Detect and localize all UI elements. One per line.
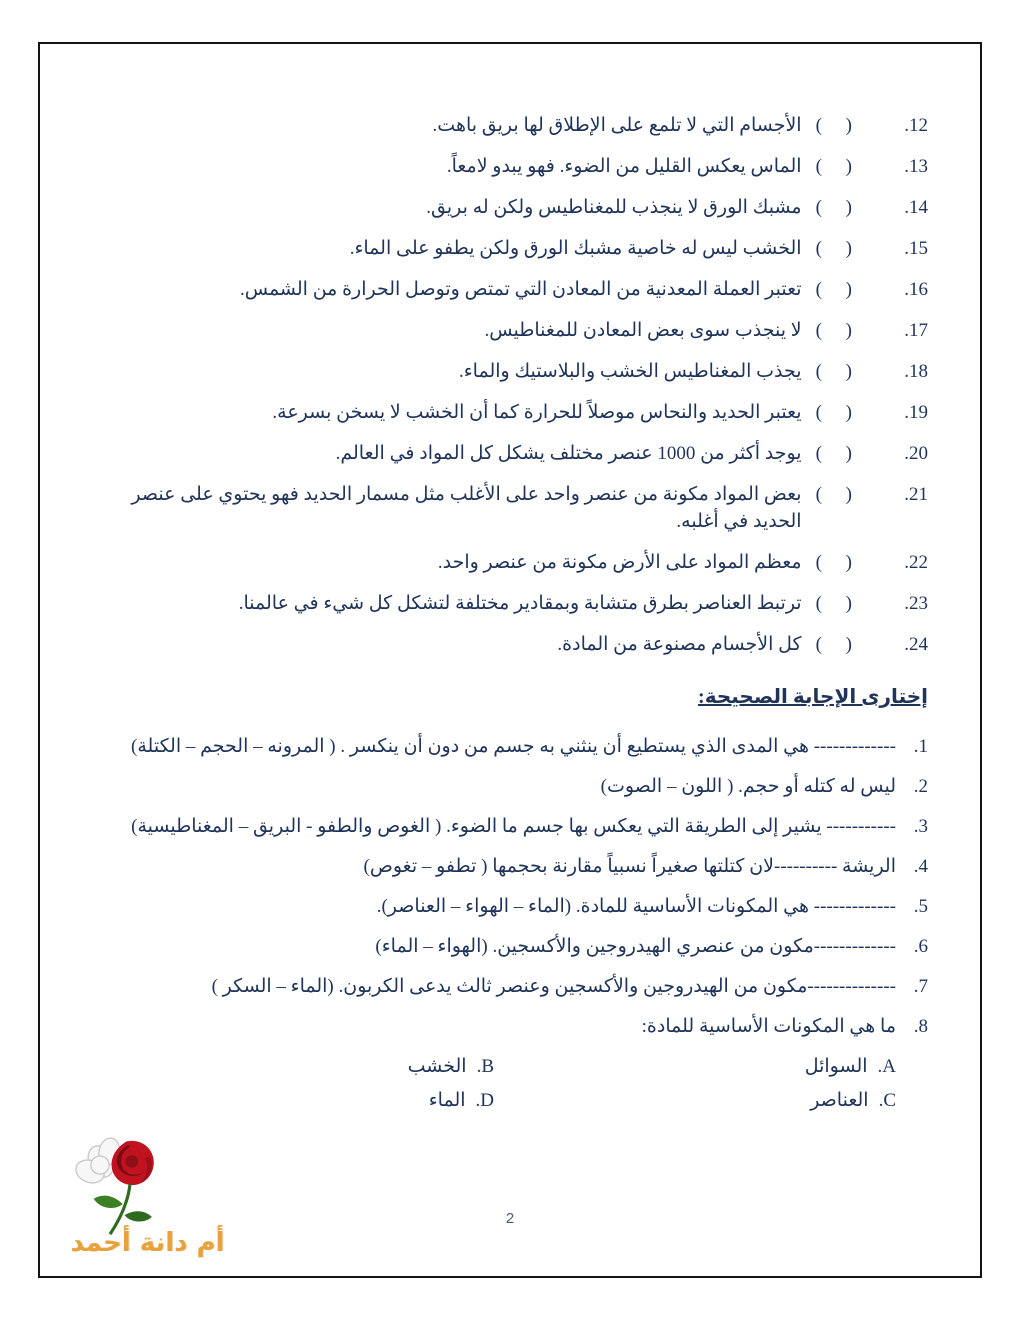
choose-item (92, 773, 928, 800)
answer-blank-bracket: ( ) (815, 156, 852, 177)
choose-item (92, 1013, 928, 1040)
true-false-item (92, 358, 928, 385)
answer-blank-bracket: ( ) (815, 443, 852, 464)
true-false-item (92, 590, 928, 617)
mc-option (494, 1087, 896, 1114)
true-false-item (92, 153, 928, 180)
item-text: ترتبط العناصر بطرق متشابة وبمقادير مختلفة لتشكل كل شيء في عالمنا. (238, 593, 802, 614)
true-false-item (92, 276, 928, 303)
item-number: 7. (913, 976, 928, 997)
section-heading: إختارى الإجابة الصحيحة: (698, 686, 928, 708)
item-number: 5. (913, 896, 928, 917)
answer-blank-bracket: ( ) (815, 361, 852, 382)
content-area (92, 112, 928, 1114)
true-false-item (92, 481, 928, 535)
answer-blank-bracket: ( ) (815, 238, 852, 259)
item-number: 15. (904, 238, 928, 259)
true-false-item (92, 631, 928, 658)
answer-blank-bracket: ( ) (815, 320, 852, 341)
choose-item (92, 893, 928, 920)
answer-blank-bracket: ( ) (815, 593, 852, 614)
choose-answer-list (92, 733, 928, 1040)
item-number: 20. (904, 443, 928, 464)
answer-blank-bracket: ( ) (815, 484, 852, 505)
true-false-item (92, 549, 928, 576)
item-text: ----------- يشير إلى الطريقة التي يعكس بها جسم ما الضوء. ( الغوص والطفو - البريق – المغناطيسية) (131, 816, 896, 837)
page-number: 2 (505, 1210, 515, 1227)
true-false-item (92, 112, 928, 139)
item-number: 2. (913, 776, 928, 797)
option-text: العناصر (810, 1090, 869, 1111)
item-number: 24. (904, 634, 928, 655)
item-text: الريشة ----------لان كتلتها صغيراً نسبياً مقارنة بحجمها ( تطفو – تغوص) (363, 856, 896, 877)
true-false-item (92, 317, 928, 344)
option-letter: B. (476, 1056, 494, 1077)
item-number: 4. (913, 856, 928, 877)
option-text: الماء (428, 1090, 466, 1111)
item-text: ما هي المكونات الأساسية للمادة: (641, 1016, 896, 1037)
choose-item (92, 973, 928, 1000)
item-text: لا ينجذب سوى بعض المعادن للمغناطيس. (484, 320, 802, 341)
item-number: 14. (904, 197, 928, 218)
answer-blank-bracket: ( ) (815, 197, 852, 218)
item-number: 13. (904, 156, 928, 177)
item-text: ------------- هي المكونات الأساسية للمادة. (الماء – الهواء – العناصر). (376, 896, 896, 917)
answer-blank-bracket: ( ) (815, 115, 852, 136)
item-text: بعض المواد مكونة من عنصر واحد على الأغلب مثل مسمار الحديد فهو يحتوي على عنصر الحديد في أغلبه. (131, 484, 802, 532)
item-text: ليس له كتله أو حجم. ( اللون – الصوت) (600, 776, 896, 797)
option-text: الخشب (407, 1056, 467, 1077)
true-false-list (92, 112, 928, 658)
answer-blank-bracket: ( ) (815, 402, 852, 423)
answer-blank-bracket: ( ) (815, 552, 852, 573)
item-text: كل الأجسام مصنوعة من المادة. (557, 634, 802, 655)
mc-option (494, 1053, 896, 1080)
true-false-item (92, 235, 928, 262)
item-number: 1. (913, 736, 928, 757)
item-number: 8. (913, 1016, 928, 1037)
logo-text: أم دانة أحمد (70, 1228, 225, 1258)
item-text: تعتبر العملة المعدنية من المعادن التي تمتص وتوصل الحرارة من الشمس. (239, 279, 802, 300)
choose-item (92, 733, 928, 760)
item-text: مشبك الورق لا ينجذب للمغناطيس ولكن له بريق. (426, 197, 802, 218)
option-letter: A. (877, 1056, 896, 1077)
option-letter: D. (475, 1090, 494, 1111)
item-text: الأجسام التي لا تلمع على الإطلاق لها بريق باهت. (432, 115, 802, 136)
item-text: يعتبر الحديد والنحاس موصلاً للحرارة كما أن الخشب لا يسخن بسرعة. (272, 402, 802, 423)
answer-blank-bracket: ( ) (815, 279, 852, 300)
option-text: السوائل (804, 1056, 868, 1077)
item-number: 18. (904, 361, 928, 382)
item-number: 3. (913, 816, 928, 837)
item-number: 19. (904, 402, 928, 423)
choose-item (92, 813, 928, 840)
item-text: --------------مكون من الهيدروجين والأكسجين وعنصر ثالث يدعى الكربون. (الماء – السكر ) (211, 976, 896, 997)
choose-item (92, 933, 928, 960)
mc-option (92, 1087, 494, 1114)
option-letter: C. (878, 1090, 896, 1111)
true-false-item (92, 399, 928, 426)
item-number: 16. (904, 279, 928, 300)
item-number: 23. (904, 593, 928, 614)
item-number: 6. (913, 936, 928, 957)
item-number: 21. (904, 484, 928, 505)
item-number: 12. (904, 115, 928, 136)
item-number: 17. (904, 320, 928, 341)
true-false-item (92, 194, 928, 221)
item-text: ------------- هي المدى الذي يستطيع أن ينثني به جسم من دون أن ينكسر . ( المرونه – الحجم – الكتلة) (131, 736, 896, 757)
item-text: يوجد أكثر من 1000 عنصر مختلف يشكل كل المواد في العالم. (335, 443, 802, 464)
item-text: -------------مكون من عنصري الهيدروجين والأكسجين. (الهواء – الماء) (375, 936, 896, 957)
mc-options (92, 1053, 896, 1114)
item-text: الماس يعكس القليل من الضوء. فهو يبدو لامعاً. (446, 156, 802, 177)
true-false-item (92, 440, 928, 467)
choose-item (92, 853, 928, 880)
item-number: 22. (904, 552, 928, 573)
answer-blank-bracket: ( ) (815, 634, 852, 655)
item-text: الخشب ليس له خاصية مشبك الورق ولكن يطفو على الماء. (349, 238, 802, 259)
item-text: يجذب المغناطيس الخشب والبلاستيك والماء. (459, 361, 802, 382)
item-text: معظم المواد على الأرض مكونة من عنصر واحد. (437, 552, 802, 573)
mc-option (92, 1053, 494, 1080)
